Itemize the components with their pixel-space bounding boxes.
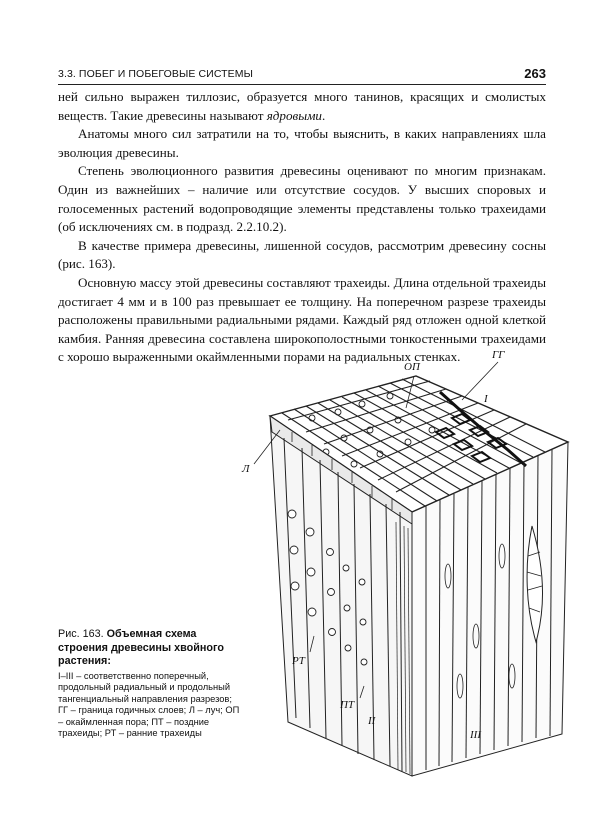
label-gg: ГГ	[492, 349, 505, 361]
paragraph-1	[58, 88, 546, 125]
figure-caption	[58, 628, 240, 740]
paragraph-2: Анатомы много сил затратили на то, чтобы выяснить, в каких направлениях шла эволюция древесины.	[58, 126, 546, 160]
paragraph-1-text: ней сильно выражен тиллозис, образуется много танинов, красящих и смолистых веществ. Такие древесины называют	[58, 89, 546, 123]
paragraph-5: Основную массу этой древесины составляют трахеиды. Длина отдельной трахеиды достигает 4 мм и в 100 раз превышает ее толщину. На поперечном разрезе трахеиды расположены правильными радиальными рядами. Каждый ряд отложен одной клеткой камбия. Ранняя древесина составлена широкополостными тонкостенными трахеидами с хорошо выраженными окаймленными порами на радиальных стенках.	[58, 274, 546, 365]
caption-fig-title: Объемная схема строения древесины хвойного растения:	[58, 628, 224, 667]
section-title: 3.3. ПОБЕГ И ПОБЕГОВЫЕ СИСТЕМЫ	[58, 68, 254, 80]
label-i: I	[484, 393, 488, 405]
label-l: Л	[242, 463, 250, 475]
wood-block-illustration	[240, 346, 580, 780]
paragraph-1-end: .	[321, 107, 326, 123]
running-head	[58, 66, 546, 84]
caption-title	[58, 628, 240, 669]
paragraph-4: В качестве примера древесины, лишенной сосудов, рассмотрим древесину сосны (рис. 163).	[58, 237, 546, 272]
figure-163	[240, 346, 580, 780]
header-rule	[58, 84, 546, 85]
label-ii: II	[368, 715, 376, 727]
caption-legend: I–III – соответственно поперечный, продольный радиальный и продольный тангенциальный направления разрезов; ГГ – граница годичных слоев; Л – луч; ОП – окаймленная пора; ПТ – поздние трахеиды; РТ – ранние трахеиды	[58, 670, 240, 739]
body-text	[58, 88, 546, 367]
term-heartwood: ядровыми	[266, 107, 322, 123]
label-rt: РТ	[292, 655, 305, 667]
caption-fig-number: Рис. 163.	[58, 628, 104, 640]
label-pt: ПТ	[340, 699, 355, 711]
page-number: 263	[524, 66, 546, 81]
label-iii: III	[470, 729, 481, 741]
paragraph-3: Степень эволюционного развития древесины оценивают по многим признакам. Один из важнейших – наличие или отсутствие сосудов. У высших споровых и голосеменных растений водопроводящие элементы представлены только трахеидами (об исключениях см. в подразд. 2.2.10.2).	[58, 163, 546, 235]
label-op: ОП	[404, 361, 420, 373]
